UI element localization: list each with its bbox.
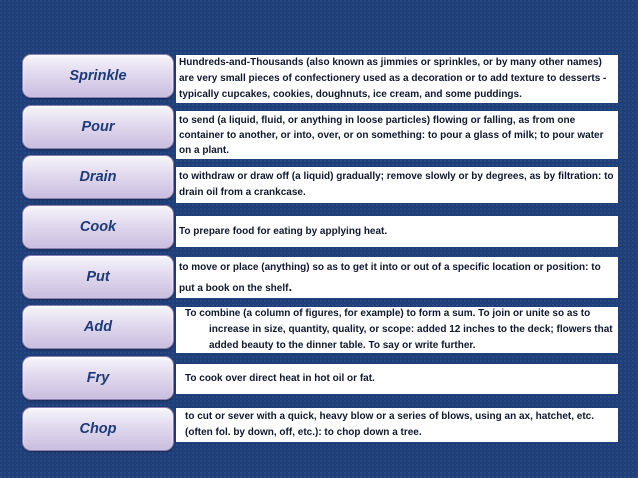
- definition-add-text: To combine (a column of figures, for example) to form a sum. To join or unite so as to increase in size, quantity, quality, or scope: added 12 inches to the deck; flowers that added beauty to the dinner table. To say or write further.: [185, 308, 613, 351]
- definition-chop: [176, 408, 618, 442]
- term-drain: Drain: [22, 155, 174, 199]
- term-chop: Chop: [22, 407, 174, 451]
- definition-cook: [176, 216, 618, 247]
- term-sprinkle: Sprinkle: [22, 54, 174, 98]
- definition-cook-text: To prepare food for eating by applying heat.: [179, 225, 388, 237]
- definition-fry: [176, 364, 618, 394]
- term-pour: Pour: [22, 105, 174, 149]
- definition-sprinkle-text: Hundreds-and-Thousands (also known as jimmies or sprinkles, or by many other names) are very small pieces of confectionery used as a decoration or to add texture to desserts - typically cupcakes, cookies, doughnuts, ice cream, and some puddings.: [179, 57, 607, 100]
- definition-put-period: .: [288, 278, 293, 294]
- definition-put: [176, 257, 618, 298]
- definition-sprinkle: [176, 55, 618, 103]
- definition-add: [176, 307, 618, 353]
- definition-put-text: to move or place (anything) so as to get it into or out of a specific location or position: to put a book on the shelf: [179, 261, 601, 294]
- definition-pour-text: to send (a liquid, fluid, or anything in loose particles) flowing or falling, as from one container to another, or into, over, or on something: to pour a glass of milk; to pour water on a plant.: [179, 114, 604, 156]
- term-cook: Cook: [22, 205, 174, 249]
- term-add: Add: [22, 305, 174, 349]
- definition-pour: [176, 111, 618, 159]
- definition-drain-text: to withdraw or draw off (a liquid) gradually; remove slowly or by degrees, as by filtration: to drain oil from a crankcase.: [179, 171, 614, 198]
- definition-fry-text: To cook over direct heat in hot oil or fat.: [185, 373, 375, 384]
- term-fry: Fry: [22, 356, 174, 400]
- definition-chop-text: to cut or sever with a quick, heavy blow or a series of blows, using an ax, hatchet, etc. (often fol. by down, off, etc.): to chop down a tree.: [185, 411, 595, 438]
- definition-drain: [176, 167, 618, 203]
- definition-put-text-wrap: [179, 258, 614, 298]
- term-put: Put: [22, 255, 174, 299]
